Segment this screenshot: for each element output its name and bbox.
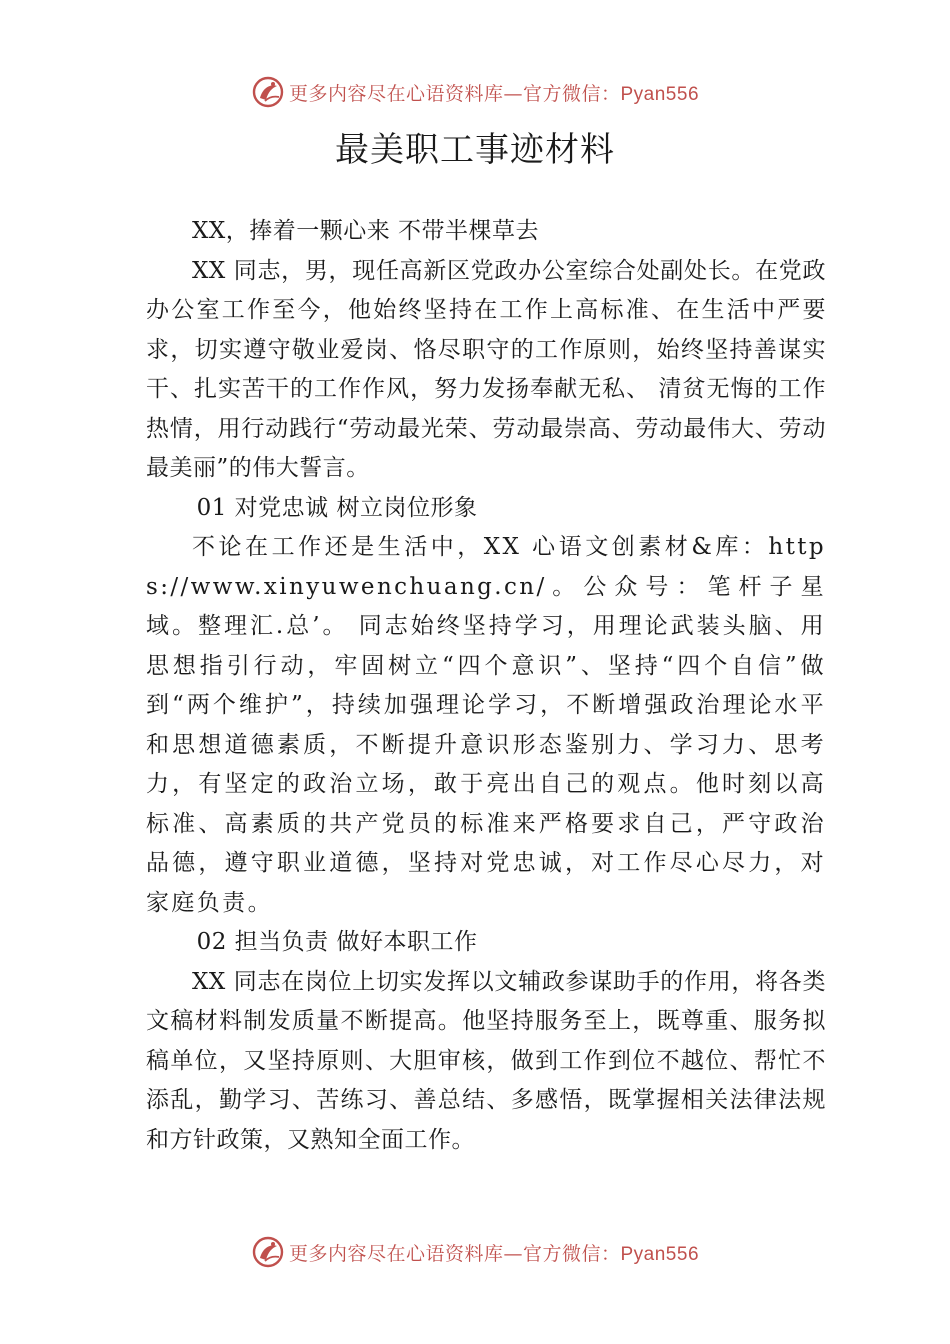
banner-text: 更多内容尽在心语资料库—官方微信：Pyan556: [288, 82, 700, 105]
brand-logo-icon: [251, 1235, 285, 1269]
paragraph-section-01: 不论在工作还是生活中，XX 心语文创素材&库：https://www.xinyuwenchuang.cn/。公众号：笔杆子星域。整理汇.总’。 同志始终坚持学习，用理论武装头脑、用思想指引行动，牢固树立“四个意识”、坚持“四个自信”做到“两个维护”，持续加强理论学习，不断增强政治理论水平和思想道德素质，不断提升意识形态鉴别力、学习力、思考力，有坚定的政治立场，敢于亮出自己的观点。他时刻以高标准、高素质的共产党员的标准来严格要求自己，严守政治品德，遵守职业道德，坚持对党忠诚，对工作尽心尽力，对家庭负责。: [146, 534, 826, 916]
brand-logo-icon: [251, 75, 285, 109]
paragraph-subtitle: XX，捧着一颗心来 不带半棵草去: [192, 218, 540, 244]
paragraph-section-02: XX 同志在岗位上切实发挥以文辅政参谋助手的作用，将各类文稿材料制发质量不断提高。他坚持服务至上，既尊重、服务拟稿单位，又坚持原则、大胆审核，做到工作到位不越位、帮忙不添乱，勤学习、苦练习、善总结、多感悟，既掌握相关法律法规和方针政策，又熟知全面工作。: [146, 968, 826, 1153]
document-body: [146, 212, 826, 1160]
document-title: 最美职工事迹材料: [335, 130, 615, 170]
paragraph-intro: XX 同志，男，现任高新区党政办公室综合处副处长。在党政办公室工作至今，他始终坚持在工作上高标准、在生活中严要求，切实遵守敬业爱岗、恪尽职守的工作原则，始终坚持善谋实干、扎实苦干的工作作风，努力发扬奉献无私、 清贫无悔的工作热情，用行动践行“劳动最光荣、劳动最崇高、劳动最伟大、劳动最美丽”的伟大誓言。: [146, 257, 826, 481]
header-banner: [0, 72, 950, 112]
footer-banner: [0, 1232, 950, 1272]
section-heading-02: 02 担当负责 做好本职工作: [196, 929, 478, 955]
section-heading-01: 01 对党忠诚 树立岗位形象: [196, 494, 478, 521]
banner-text: 更多内容尽在心语资料库—官方微信：Pyan556: [288, 1242, 700, 1265]
